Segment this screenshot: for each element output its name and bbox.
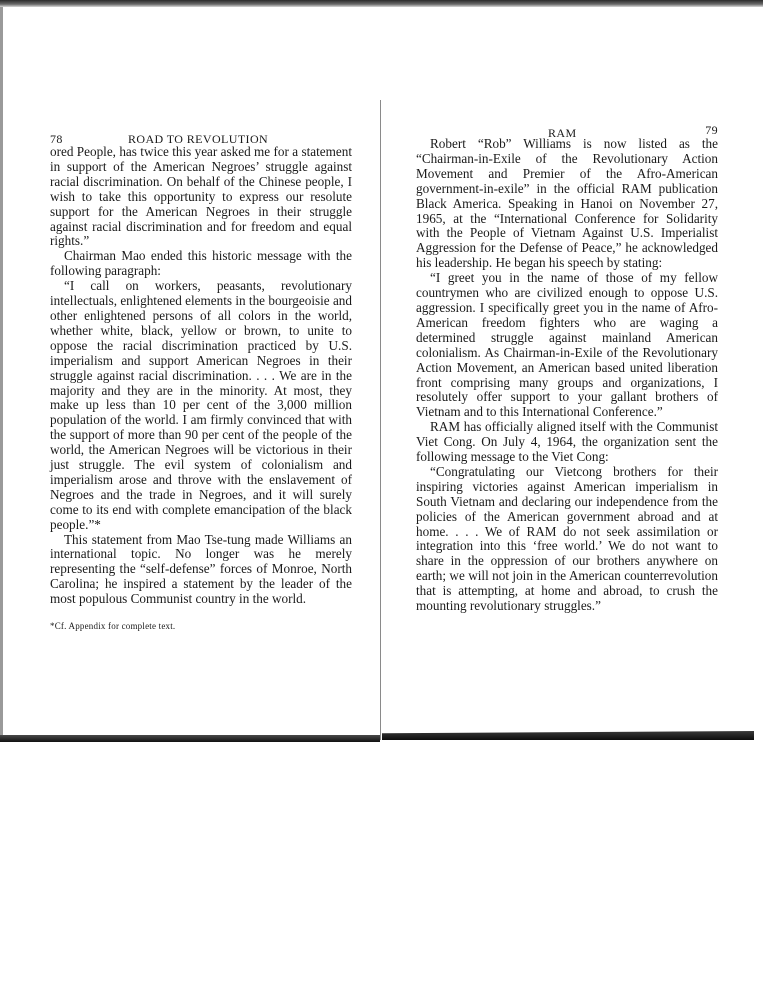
running-head-title: RAM (548, 126, 577, 140)
paragraph: RAM has officially aligned itself with the Communist Viet Cong. On July 4, 1964, the organization sent the following message to the Viet Cong: (416, 419, 718, 465)
left-page-bottom-edge (0, 735, 380, 742)
paragraph: “Congratulating our Vietcong brothers for their inspiring victories against American imperialism in South Vietnam and declaring our independence from the policies of the American government abroad and at home. . . . We of RAM do not seek assimilation or integration into this ‘free world.’ We do not want to share in the oppression of our brothers anywhere on earth; we will not join in the American counterrevolution that is attempting, at home and abroad, to crush the mounting revolutionary struggles.” (416, 463, 718, 614)
paragraph: “I call on workers, peasants, revolutionary intellectuals, enlightened elements in the bourgeoisie and other enlightened persons of all colors in the world, whether white, black, yellow or brown, to unite to oppose the racial discrimination practiced by U.S. imperialism and support American Negroes in their struggle against racial discrimination. . . . We are in the majority and they are in the minority. At most, they make up less than 10 per cent of the 3,000 million population of the world. I am firmly convinced that with the support of more than 90 per cent of the people of the world, the American Negroes will be victorious in their just struggle. The evil system of colonialism and imperialism arose and throve with the enslavement of Negroes and the trade in Negroes, and it will surely come to its end with complete emancipation of the black people.”* (50, 278, 352, 532)
right-page-body (416, 137, 718, 614)
paragraph: “I greet you in the name of those of my fellow countrymen who are civilized enough to oppose U.S. aggression. I specifically greet you in the name of Afro-American freedom fighters who are waging a determined struggle against mainland American colonialism. As Chairman-in-Exile of the Revolutionary Action Movement, an American based united liberation front comprising many groups and organizations, I resolutely offer support to your gallant brothers of Vietnam and to this International Conference.” (416, 270, 718, 420)
footnote: *Cf. Appendix for complete text. (50, 621, 176, 632)
book-gutter (380, 100, 381, 740)
paragraph: This statement from Mao Tse-tung made Williams an international topic. No longer was he merely representing the “self-defense” forces of Monroe, North Carolina; he inspired a statement by the leader of the most populous Communist country in the world. (50, 531, 352, 607)
paragraph: Robert “Rob” Williams is now listed as the “Chairman-in-Exile of the Revolutionary Action Movement and Premier of the Afro-American government-in-exile” in the official RAM publication Black America. Speaking in Hanoi on November 27, 1965, at the “International Conference for Solidarity with the People of Vietnam Against U.S. Imperialist Aggression for the Defense of Peace,” he acknowledged his leadership. He began his speech by stating: (416, 136, 718, 271)
paragraph: ored People, has twice this year asked me for a statement in support of the American Negroes’ struggle against racial discrimination. On behalf of the Chinese people, I wish to take this opportunity to express our resolute support for the American Negroes in their struggle against racial discrimination and for freedom and equal rights.” (50, 144, 352, 249)
left-page (50, 128, 352, 631)
running-head-title: ROAD TO REVOLUTION (128, 132, 269, 146)
scan-left-edge (0, 7, 3, 739)
page-number: 79 (705, 123, 718, 137)
page-number: 78 (50, 132, 63, 146)
scan-top-edge (0, 0, 763, 7)
running-head (416, 120, 718, 140)
right-page (416, 120, 718, 614)
right-page-bottom-edge (382, 731, 754, 740)
running-head (50, 128, 352, 145)
paragraph: Chairman Mao ended this historic message with the following paragraph: (50, 248, 352, 279)
left-page-body (50, 145, 352, 607)
